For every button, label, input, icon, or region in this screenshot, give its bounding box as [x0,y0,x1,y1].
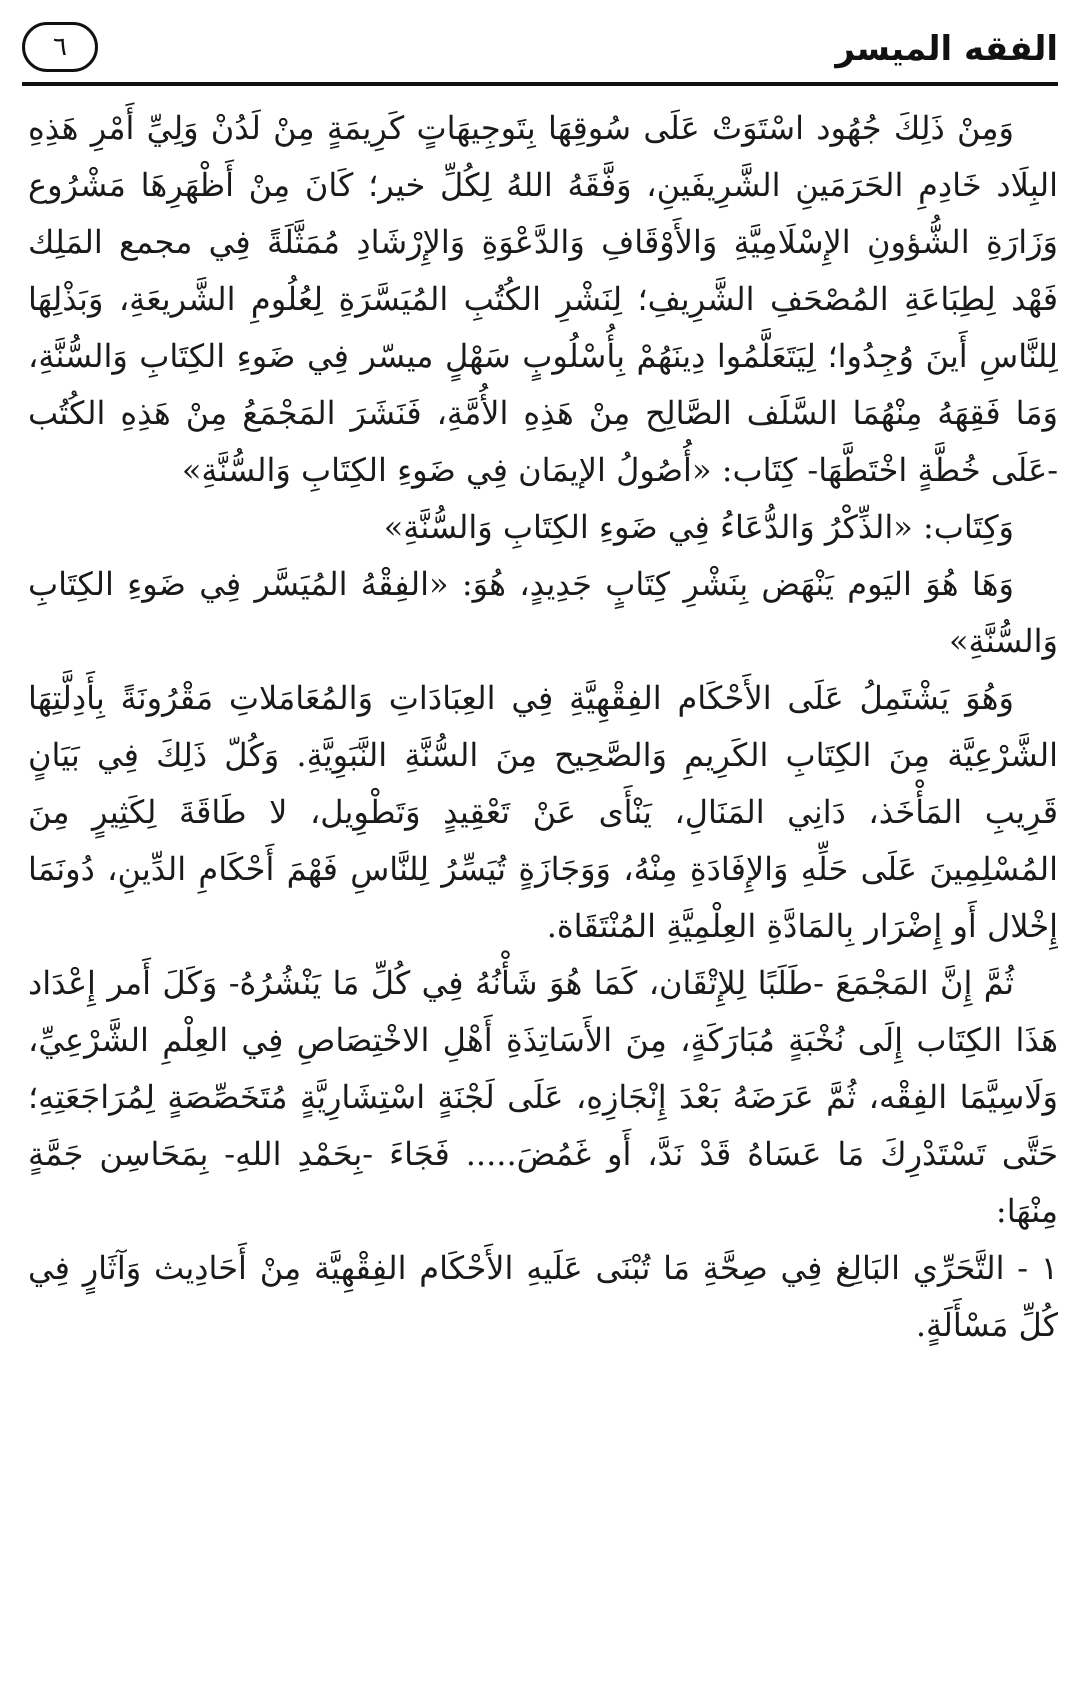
page-header [22,18,1058,92]
paragraph-intro: وَمِنْ ذَلِكَ جُهُود اسْتَوَتْ عَلَى سُوقِهَا بِتَوجِيهَاتٍ كَرِيمَةٍ مِنْ لَدُنْ وَلِيِّ أَمْرِ هَذِهِ البِلَاد خَادِمِ الحَرَمَينِ الشَّرِيفَينِ، وَفَّقَهُ اللهُ لِكُلِّ خير؛ كَانَ مِنْ أَظْهَرِهَا مَشْرُوع وَزَارَةِ الشُّؤونِ الإِسْلَامِيَّةِ وَالأَوْقَافِ وَالدَّعْوَةِ وَالإِرْشَادِ مُمَثَّلَةً فِي مجمع المَلِك فَهْد لِطِبَاعَةِ المُصْحَفِ الشَّرِيفِ؛ لِنَشْرِ الكُتُبِ المُيَسَّرَةِ لِعُلُومِ الشَّريعَةِ، وَبَذْلِهَا لِلنَّاسِ أَينَ وُجِدُوا؛ لِيَتَعَلَّمُوا دِينَهُمْ بِأُسْلُوبٍ سَهْلٍ ميسّر فِي ضَوءِ الكِتَابِ وَالسُّنَّةِ، وَمَا فَقِهَهُ مِنْهُمَا السَّلَف الصَّالِح مِنْ هَذِهِ الأُمَّةِ، فَنَشَرَ المَجْمَعُ مِنْ هَذِهِ الكُتُب -عَلَى خُطَّةٍ اخْتَطَّهَا- كِتَاب: «أُصُولُ الإيمَان فِي ضَوءِ الكِتَابِ وَالسُّنَّةِ» [28,109,1058,489]
paragraph-new-book: وَهَا هُوَ اليَوم يَنْهَض بِنَشْرِ كِتَابٍ جَدِيدٍ، هُوَ: «الفِقْهُ المُيَسَّر فِي ضَوءِ الكِتَابِ وَالسُّنَّةِ» [28,565,1058,660]
page-number: ٦ [22,22,98,72]
list-item-first-merit: ١ - التَّحَرِّي البَالِغ فِي صِحَّةِ مَا تُبْنَى عَلَيهِ الأَحْكَام الفِقْهِيَّة مِنْ أَحَادِيث وَآثَارٍ فِي كُلِّ مَسْأَلَةٍ. [28,1249,1058,1344]
paragraph-book-contents: وَهُوَ يَشْتَمِلُ عَلَى الأَحْكَام الفِقْهِيَّةِ فِي العِبَادَاتِ وَالمُعَامَلاتِ مَقْرُونَةً بِأَدِلَّتِهَا الشَّرْعِيَّة مِنَ الكِتَابِ الكَرِيمِ وَالصَّحِيح مِنَ السُّنَّةِ النَّبَوِيَّةِ. وَكُلّ ذَلِكَ فِي بَيَانٍ قَرِيبِ المَأْخَذ، دَانِي المَنَالِ، يَنْأَى عَنْ تَعْقِيدٍ وَتَطْوِيل، لا طَاقَةَ لِكَثِيرٍ مِنَ المُسْلِمِينَ عَلَى حَلِّهِ وَالإِفَادَةِ مِنْهُ، وَوَجَازَةٍ تُيَسِّرُ لِلنَّاسِ فَهْمَ أَحْكَامِ الدِّينِ، دُونَمَا إِخْلال أَو إِضْرَار بِالمَادَّةِ العِلْمِيَّةِ المُنْتَقَاة. [28,679,1058,945]
header-rule [22,82,1058,86]
paragraph-preparation: ثُمَّ إِنَّ المَجْمَعَ -طَلَبًا لِلإِتْقَان، كَمَا هُوَ شَأْنُهُ فِي كُلِّ مَا يَنْشُرُهُ- وَكَلَ أَمر إِعْدَاد هَذَا الكِتَاب إِلَى نُخْبَةٍ مُبَارَكَةٍ، مِنَ الأَسَاتِذَةِ أَهْلِ الاخْتِصَاصِ فِي العِلْمِ الشَّرْعِيِّ، وَلَاسِيَّمَا الفِقْه، ثُمَّ عَرَضَهُ بَعْدَ إِنْجَازِهِ، عَلَى لَجْنَةٍ اسْتِشَارِيَّةٍ مُتَخَصِّصَةٍ لِمُرَاجَعَتِهِ؛ حَتَّى تَسْتَدْرِكَ مَا عَسَاهُ قَدْ نَدَّ، أَو غَمُضَ..... فَجَاءَ -بِحَمْدِ اللهِ- بِمَحَاسِن جَمَّةٍ مِنْهَا: [28,964,1058,1230]
book-title: الفقه الميسر [835,29,1058,69]
body-text [28,100,1058,1670]
paragraph-dhikr-book: وَكِتَاب: «الذِّكْرُ وَالدُّعَاءُ فِي ضَوءِ الكِتَابِ وَالسُّنَّةِ» [383,508,1014,546]
